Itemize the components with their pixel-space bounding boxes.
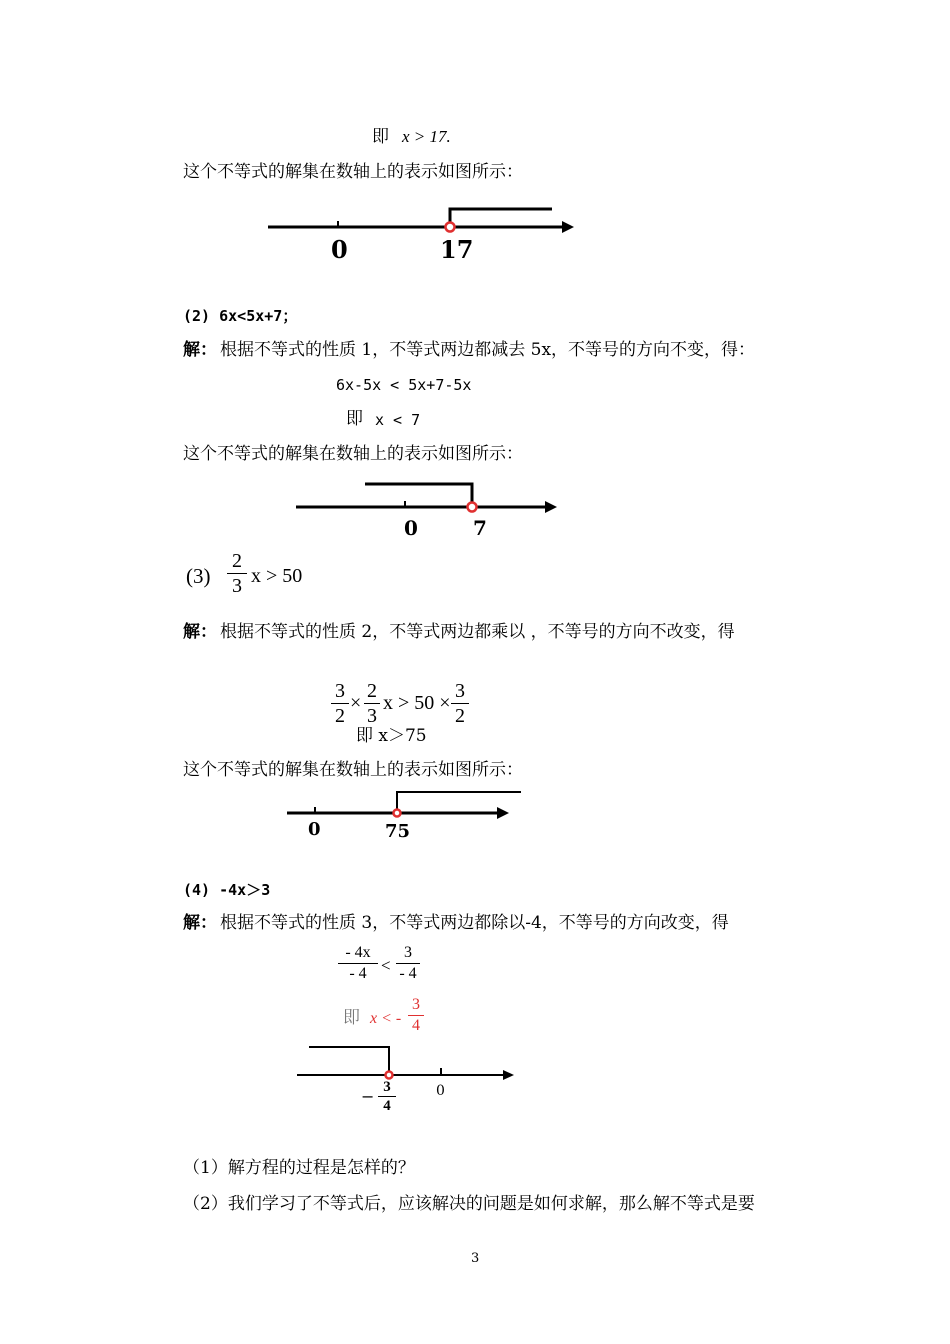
fraction-bar <box>378 1096 396 1097</box>
tick-label-17: 17 <box>440 235 474 264</box>
heading-4: (4) -4x＞3 <box>183 881 271 899</box>
caption-2: 这个不等式的解集在数轴上的表示如图所示： <box>183 444 523 464</box>
eq3-fraction-3 <box>451 680 469 727</box>
page-number: 3 <box>471 1251 480 1266</box>
eq4-fraction-1 <box>338 944 378 983</box>
fraction-denominator: 4 <box>383 1098 391 1114</box>
heading-3-fraction <box>227 550 247 597</box>
result-1-prefix: 即 <box>372 127 389 147</box>
tick-label-0: 0 <box>308 819 321 840</box>
question-2: （2）我们学习了不等式后，应该解决的问题是如何求解，那么解不等式是要 <box>183 1194 755 1214</box>
fraction-bar <box>364 703 380 704</box>
fraction-denominator: - 4 <box>349 965 367 982</box>
number-line-2 <box>296 484 557 513</box>
number-line-1 <box>268 209 574 233</box>
fraction-numerator: 2 <box>232 550 242 572</box>
fraction-bar <box>331 703 349 704</box>
fraction-bar <box>451 703 469 704</box>
open-point-7 <box>468 503 477 512</box>
number-line-4 <box>297 1047 514 1080</box>
heading-3-tail: x > 50 <box>251 565 303 587</box>
solve-text-3: 根据不等式的性质 2，不等式两边都乘以 ，不等号的方向不改变，得 <box>220 622 735 642</box>
eq3-times-1: × <box>350 692 362 714</box>
result-4-prefix: 即 <box>343 1008 360 1028</box>
eq3-fraction-2 <box>364 680 380 727</box>
solve-label-2: 解： <box>183 340 217 360</box>
number-line-3 <box>287 792 521 819</box>
solve-text-4: 根据不等式的性质 3，不等式两边都除以-4，不等号的方向改变，得 <box>220 913 729 933</box>
heading-3-number: (3) <box>186 564 211 588</box>
fraction-bar <box>338 963 378 964</box>
tick-label-75: 75 <box>385 821 411 842</box>
fraction-numerator: 3 <box>412 996 420 1013</box>
solve-label-4: 解： <box>183 913 217 933</box>
heading-2: (2) 6x<5x+7； <box>183 307 298 325</box>
result-4-fraction <box>408 996 424 1035</box>
eq3-middle: x > 50 × <box>383 692 451 714</box>
open-point-17 <box>446 223 455 232</box>
step-2: 6x-5x < 5x+7-5x <box>336 376 472 394</box>
result-4-lhs: x < - <box>370 1010 402 1027</box>
eq4-less-than: < <box>381 956 391 975</box>
solve-text-2: 根据不等式的性质 1，不等式两边都减去 5x，不等号的方向不变，得： <box>220 340 756 360</box>
fraction-numerator: 3 <box>404 944 412 961</box>
fraction-numerator: 2 <box>367 680 377 702</box>
fraction-numerator: 3 <box>455 680 465 702</box>
result-2-prefix: 即 <box>346 409 363 429</box>
eq4-fraction-2 <box>396 944 420 983</box>
fraction-denominator: 2 <box>455 705 465 727</box>
result-1: x > 17. <box>402 127 451 146</box>
open-point-75 <box>394 810 401 817</box>
caption-3: 这个不等式的解集在数轴上的表示如图所示： <box>183 760 523 780</box>
tick-label-0: 0 <box>331 235 348 264</box>
fraction-bar <box>227 573 247 574</box>
open-point-minus-3-4 <box>386 1072 393 1079</box>
fraction-bar <box>408 1015 424 1016</box>
tick-label-fraction <box>378 1079 396 1114</box>
caption-1: 这个不等式的解集在数轴上的表示如图所示： <box>183 162 523 182</box>
fraction-denominator: 3 <box>232 575 242 597</box>
fraction-denominator: 2 <box>335 705 345 727</box>
tick-label-minus-sign: − <box>361 1087 375 1106</box>
fraction-denominator: - 4 <box>399 965 417 982</box>
question-1: （1）解方程的过程是怎样的？ <box>183 1158 415 1178</box>
result-2: x < 7 <box>375 411 421 429</box>
fraction-denominator: 4 <box>412 1017 420 1034</box>
tick-label-0: 0 <box>436 1083 445 1099</box>
fraction-numerator: 3 <box>383 1079 391 1095</box>
result-3: 即 x＞75 <box>356 726 427 746</box>
tick-label-7: 7 <box>473 516 487 540</box>
fraction-bar <box>396 963 420 964</box>
eq3-fraction-1 <box>331 680 349 727</box>
fraction-numerator: 3 <box>335 680 345 702</box>
tick-label-0: 0 <box>404 516 418 540</box>
solve-label-3: 解： <box>183 622 217 642</box>
fraction-numerator: - 4x <box>345 944 371 961</box>
fraction-denominator: 3 <box>367 705 377 727</box>
